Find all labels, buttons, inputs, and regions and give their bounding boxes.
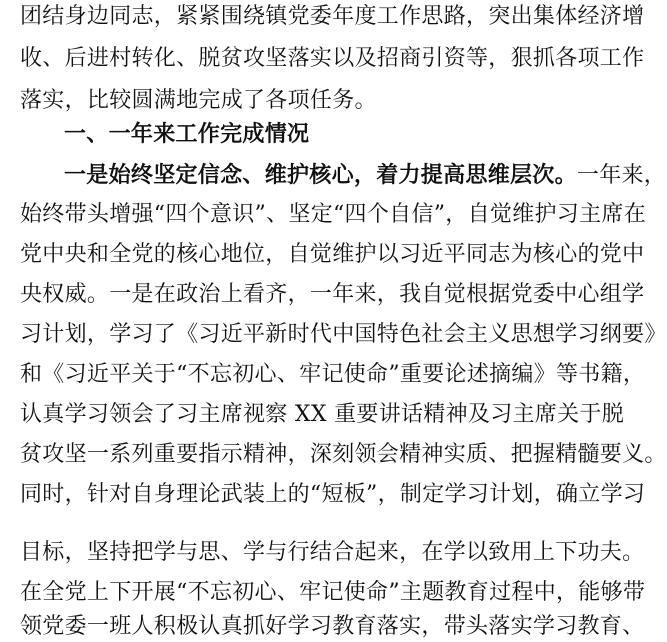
text-line: 党中央和全党的核心地位，自觉维护以习近平同志为核心的党中 <box>20 242 645 267</box>
text-line: 领党委一班人积极认真抓好学习教育落实，带头落实学习教育、 <box>20 614 645 639</box>
text-line: 目标，坚持把学与思、学与行结合起来，在学以致用上下功夫。 <box>20 540 645 565</box>
text-line: 始终带头增强“四个意识”、坚定“四个自信”，自觉维护习主席在 <box>20 202 646 227</box>
text-line: 同时，针对自身理论武装上的“短板”，制定学习计划，确立学习 <box>20 482 646 507</box>
text-line: 习计划，学习了《习近平新时代中国特色社会主义思想学习纲要》 <box>20 322 667 347</box>
text-run: 一年来， <box>576 163 667 188</box>
section-heading: 一、一年来工作完成情况 <box>64 122 310 147</box>
lead-sentence: 一是始终坚定信念、维护核心，着力提高思维层次。 <box>64 162 577 188</box>
text-line: 落实，比较圆满地完成了各项任务。 <box>20 88 377 113</box>
text-line: 认真学习领会了习主席视察 XX 重要讲话精神及习主席关于脱 <box>20 402 625 427</box>
text-line: 在全党上下开展“不忘初心、牢记使命”主题教育过程中，能够带 <box>20 580 646 605</box>
text-line: 央权威。一是在政治上看齐，一年来，我自觉根据党委中心组学 <box>20 282 645 307</box>
text-line: 收、后进村转化、脱贫攻坚落实以及招商引资等，狠抓各项工作 <box>20 46 645 71</box>
text-line: 贫攻坚一系列重要指示精神，深刻领会精神实质、把握精髓要义。 <box>20 442 667 467</box>
text-line <box>64 160 667 190</box>
text-line: 和《习近平关于“不忘初心、牢记使命”重要论述摘编》等书籍， <box>20 362 646 387</box>
text-line: 团结身边同志，紧紧围绕镇党委年度工作思路，突出集体经济增 <box>20 4 645 29</box>
